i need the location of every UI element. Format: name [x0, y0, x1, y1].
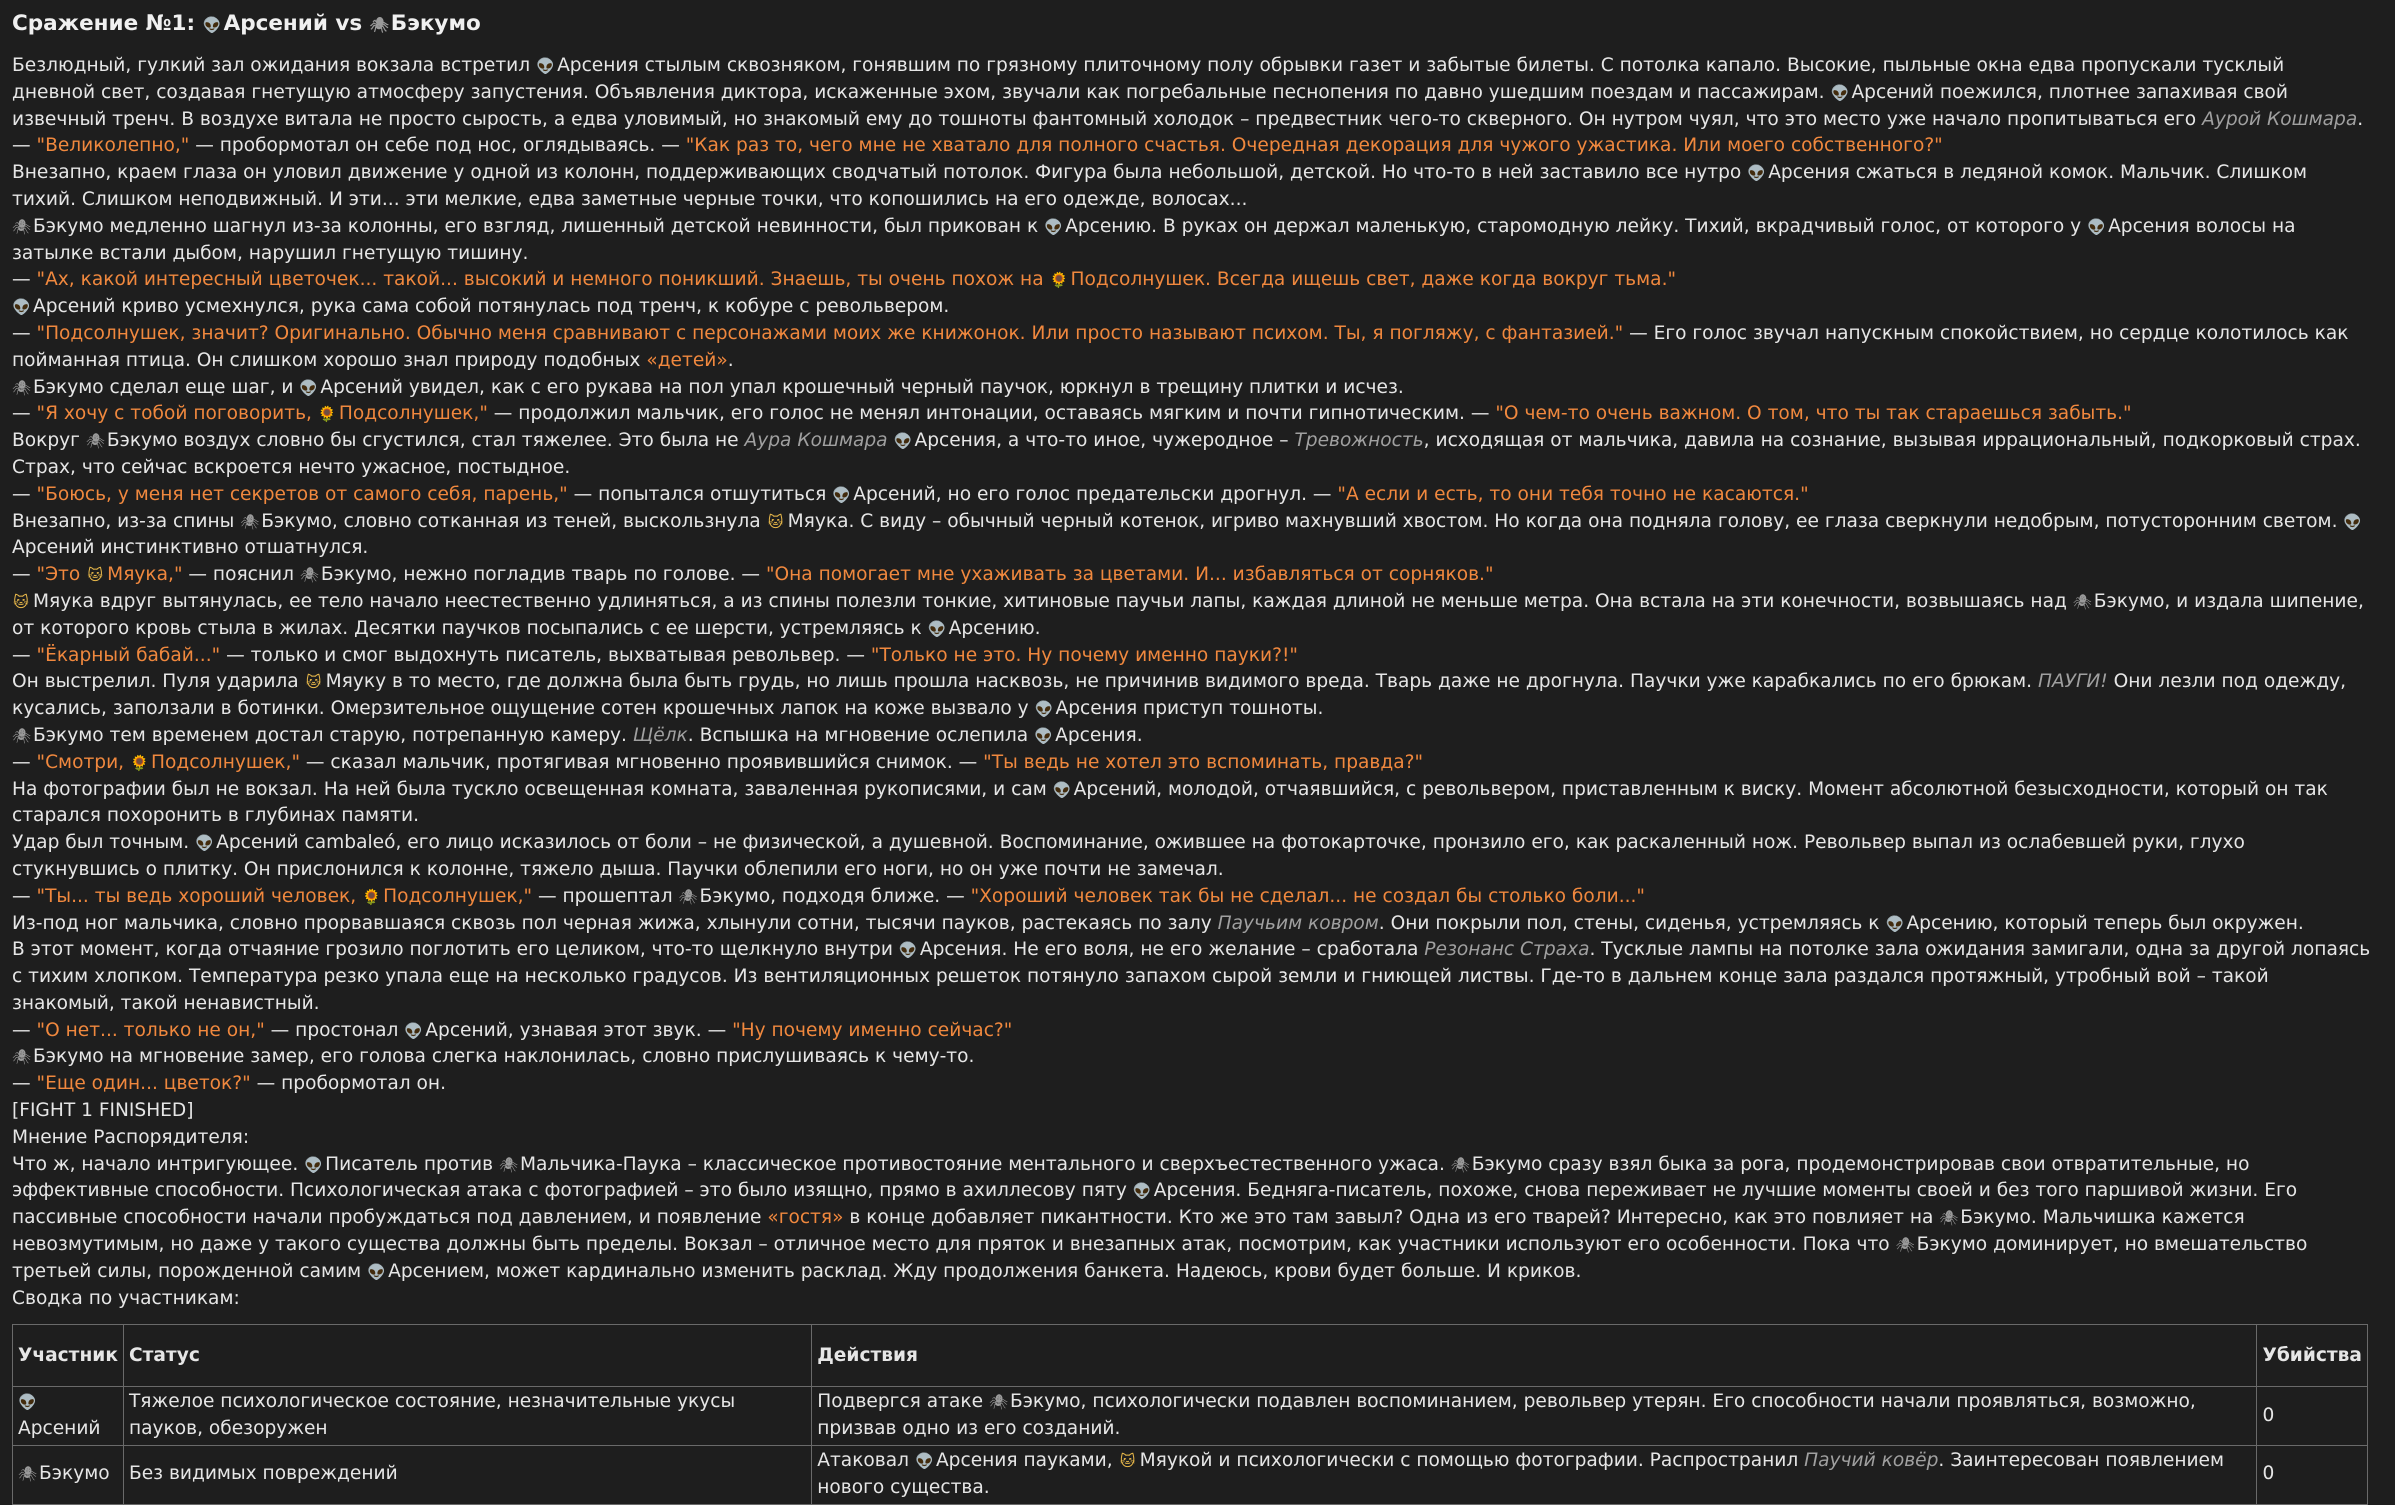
text-run: Атаковал [817, 1450, 915, 1472]
alien-icon: 👽 [1052, 780, 1072, 799]
battle-title-prefix: Сражение №1: [12, 11, 203, 36]
battle-title [12, 8, 2372, 41]
spider-icon: 🕷 [18, 1465, 38, 1484]
story-paragraph [12, 428, 2372, 482]
alien-icon: 👽 [299, 378, 319, 397]
text-run: Арсения. [1055, 724, 1143, 746]
alien-icon: 👽 [367, 1262, 386, 1281]
status-cell: Тяжелое психологическое состояние, незначительные укусы пауков, обезоружен [123, 1387, 811, 1446]
story-paragraph [12, 937, 2372, 1017]
text-run: в конце добавляет пикантности. Кто же это там завыл? Одна из его тварей? Интересно, как это повлияет на [843, 1207, 1940, 1229]
text-run: Бэкумо тем временем достал старую, потрепанную камеру. [33, 724, 633, 746]
text-run: Мнение Распорядителя: [12, 1126, 250, 1148]
alien-icon: 👽 [1044, 217, 1063, 236]
story-paragraph [12, 294, 2372, 321]
text-run: — простонал [264, 1019, 405, 1041]
ability-name: Паучьим ковром [1217, 912, 1379, 934]
spider-icon: 🕷 [988, 1393, 1008, 1412]
text-run: Арсений cambaleó, его лицо исказилось от боли – не физической, а душевной. Воспоминание, ожившее на фотокарточке, пронзило его, как раскаленный нож. Револьвер выпал из ослабевшей руки, глухо стукнувшись о плитку. Он прислонился к колонне, тяжело дыша. Паучки облепили его ноги, но он уже почти не замечал. [12, 832, 2245, 880]
quote-text: "О нет... только не он," [36, 1019, 265, 1041]
table-row [13, 1387, 2368, 1446]
text-run: — [12, 269, 37, 291]
text-run: Арсению. В руках он держал маленькую, старомодную лейку. Тихий, вкрадчивый голос, от которого у [1065, 215, 2088, 237]
actions-cell [812, 1446, 2257, 1505]
quote-text: "Подсолнушек, значит? Оригинально. Обычно меня сравнивают с персонажами моих же книжонок. Или просто называют психом. Ты, я погляжу, с фантазией." [36, 322, 1624, 344]
text-run: — [12, 483, 37, 505]
participant-2-name: Бэкумо [390, 11, 481, 36]
text-run: Бэкумо на мгновение замер, его голова слегка наклонилась, словно прислушиваясь к чему-то. [33, 1046, 975, 1068]
spider-icon: 🕷 [299, 566, 319, 585]
alien-icon: 👽 [1132, 1182, 1152, 1201]
text-run: Арсению, который теперь был окружен. [1906, 912, 2304, 934]
spider-icon: 🕷 [1450, 1155, 1470, 1174]
text-run: . Заинтересован появлением нового существа. [817, 1450, 2225, 1498]
story-paragraph [12, 1098, 2372, 1125]
sunflower-icon: 🌻 [362, 887, 381, 906]
text-run: На фотографии был не вокзал. На ней была тускло освещенная комната, заваленная рукописями, и сам [12, 778, 1053, 800]
story-paragraph [12, 1018, 2372, 1045]
quote-text: "Боюсь, у меня нет секретов от самого себя, парень," [36, 483, 568, 505]
participant-1-name: Арсений [223, 11, 328, 36]
text-run: , исходящая от мальчика, давила на сознание, вызывая иррациональный, подкорковый страх. Страх, что сейчас вскроется нечто ужасное, постыдное. [12, 430, 2361, 478]
text-run: Внезапно, из-за спины [12, 510, 241, 532]
quote-text: Подсолнушек. Всегда ищешь свет, даже когда вокруг тьма." [1070, 269, 1677, 291]
text-run: Арсений, но его голос предательски дрогнул. — [853, 483, 1338, 505]
spider-icon: 🕷 [369, 16, 389, 34]
ability-name: Резонанс Страха [1424, 939, 1590, 961]
story-paragraph [12, 1071, 2372, 1098]
text-run: — [12, 1073, 37, 1095]
text-run: Арсения. Бедняга-писатель, похоже, снова переживает не лучшие моменты своей и без того паршивой жизни. Его пассивные способности начали пробуждаться под давлением, и появление [12, 1180, 2298, 1229]
spider-icon: 🕷 [12, 1048, 32, 1067]
text-run: Бэкумо, подходя ближе. — [699, 885, 971, 907]
text-run: — [12, 403, 37, 425]
ability-name: Тревожность [1294, 430, 1424, 452]
text-run: . [2357, 108, 2364, 130]
story-paragraph [12, 1044, 2372, 1071]
participant-name: Арсений [18, 1418, 101, 1440]
text-run: — [12, 1019, 37, 1041]
ability-name: Щёлк [632, 724, 688, 746]
spider-icon: 🕷 [12, 378, 32, 397]
versus-label: vs [327, 11, 370, 36]
spider-icon: 🕷 [498, 1155, 519, 1174]
text-run: Что ж, начало интригующее. [12, 1153, 305, 1175]
text-run: — [12, 644, 37, 666]
spider-icon: 🕷 [2072, 592, 2092, 611]
story-paragraph [12, 562, 2372, 589]
text-run: — продолжил мальчик, его голос не менял интонации, оставаясь мягким и почти гипнотическим. — [487, 403, 1496, 425]
ability-name: ПАУГИ! [2037, 671, 2108, 693]
quote-text: Подсолнушек," [338, 403, 488, 425]
story-paragraph [12, 884, 2372, 911]
text-run: Арсений, молодой, отчаявшийся, с револьвером, приставленным к виску. Момент абсолютной безысходности, который он так старался похоронить в глубинах памяти. [12, 778, 2328, 827]
story-paragraph [12, 53, 2372, 133]
text-run: Подвергся атаке [817, 1391, 989, 1413]
alien-icon: 👽 [1885, 914, 1905, 933]
spider-icon: 🕷 [85, 432, 105, 451]
text-run: — сказал мальчик, протягивая мгновенно проявившийся снимок. — [300, 751, 984, 773]
text-run: Бэкумо, нежно погладив тварь по голове. — [320, 564, 766, 586]
kills-cell: 0 [2257, 1446, 2368, 1505]
text-run: Арсением, может кардинально изменить расклад. Жду продолжения банкета. Надеюсь, крови будет больше. И криков. [388, 1260, 1582, 1282]
quote-text: "Как раз то, чего мне не хватало для полного счастья. Очередная декорация для чужого ужастика. Или моего собственного?" [685, 135, 1943, 157]
text-run: Арсений инстинктивно отшатнулся. [12, 537, 369, 559]
text-run: Они лезли под одежду, кусались, заползали в ботинки. Омерзительное ощущение сотен крошечных лапок на коже вызвало у [12, 671, 2347, 720]
alien-icon: 👽 [195, 834, 214, 853]
text-run: Бэкумо, и издала шипение, от которого кровь стыла в жилах. Десятки паучков посыпались с ее шерсти, устремляясь к [12, 590, 2364, 639]
participant-cell [13, 1387, 124, 1446]
cat-icon: 🐱 [87, 566, 103, 585]
alien-icon: 👽 [304, 1155, 323, 1174]
alien-icon: 👽 [1747, 164, 1766, 183]
chat-message [12, 8, 2372, 1505]
story-paragraph [12, 133, 2372, 160]
column-header-participant: Участник [13, 1325, 124, 1387]
story-paragraph [12, 1125, 2372, 1152]
story-paragraph [12, 1286, 2372, 1313]
alien-icon: 👽 [832, 485, 851, 504]
text-run: Мяука вдруг вытянулась, ее тело начало неестественно удлиняться, а из спины полезли тонкие, хитиновые паучьи лапы, каждая длиной не меньше метра. Она встала на эти конечности, возвышаясь над [33, 590, 2073, 612]
text-run: Арсения сжаться в ледяной комок. Мальчик. Слишком тихий. Слишком неподвижный. И эти... эти мелкие, едва заметные черные точки, что копошились на его одежде, волосах... [12, 162, 2308, 210]
text-run: Мяука. С виду – обычный черный котенок, игриво махнувший хвостом. Но когда она подняла голову, ее глаза сверкнули недобрым, потусторонним светом. [787, 510, 2344, 532]
alien-icon: 👽 [404, 1021, 423, 1040]
alien-icon: 👽 [202, 16, 222, 34]
cat-icon: 🐱 [13, 592, 29, 611]
alien-icon: 👽 [12, 298, 31, 317]
story-paragraph [12, 589, 2372, 643]
column-header-actions: Действия [812, 1325, 2257, 1387]
text-run: . Они покрыли пол, стены, сиденья, устремляясь к [1378, 912, 1886, 934]
text-run: Мяукой и психологически с помощью фотографии. Распространил [1139, 1450, 1805, 1472]
alien-icon: 👽 [2087, 217, 2106, 236]
alien-icon: 👽 [1830, 83, 1850, 102]
quote-text: "Она помогает мне ухаживать за цветами. И... избавляться от сорняков." [765, 564, 1494, 586]
text-run: — [12, 885, 37, 907]
text-run: Арсения приступ тошноты. [1055, 698, 1324, 720]
text-run: . [727, 349, 734, 371]
text-run: Внезапно, краем глаза он уловил движение у одной из колонн, поддерживающих сводчатый потолок. Фигура была небольшой, детской. Но что-то в ней заставило все нутро [12, 162, 1748, 184]
text-run: — пояснил [182, 564, 300, 586]
participant-name: Бэкумо [39, 1463, 110, 1485]
story-paragraph [12, 750, 2372, 777]
story-paragraph [12, 375, 2372, 402]
text-run: — [12, 564, 37, 586]
quote-text: "Я хочу с тобой поговорить, [36, 403, 318, 425]
quote-text: "Ты... ты ведь хороший человек, [36, 885, 363, 907]
story-paragraph [12, 482, 2372, 509]
text-run: Мяуку в то место, где должна была быть грудь, но лишь прошла насквозь, не причинив видимого вреда. Тварь даже не дрогнула. Паучки уже карабкались по его брюкам. [325, 671, 2038, 693]
story-paragraph [12, 723, 2372, 750]
text-run: Бэкумо. Мальчишка кажется невозмутимым, но даже у такого существа должны быть пределы. Вокзал – отличное место для пряток и внезапных атак, посмотрим, как участники используют его особенности. Пока что [12, 1207, 2245, 1256]
table-header-row [13, 1325, 2368, 1387]
quote-text: "Ты ведь не хотел это вспоминать, правда?" [983, 751, 1424, 773]
ability-name: Аурой Кошмара [2202, 108, 2358, 130]
status-cell: Без видимых повреждений [123, 1446, 811, 1505]
text-run: Арсений поежился, плотнее запахивая свой извечный тренч. В воздухе витала не просто сырость, а едва уловимый, но знакомый ему до тошноты фантомный холодок – предвестник чего-то скверного. Он нутром чуял, что это место уже начало пропитываться его [12, 81, 2288, 130]
text-run: Арсения стылым сквозняком, гонявшим по грязному плиточному полу обрывки газет и забытые билеты. С потолка капало. Высокие, пыльные окна едва пропускали тусклый дневной свет, создавая гнетущую атмосферу запустения. Объявления диктора, искаженные эхом, звучали как погребальные песнопения по давно ушедшим поездам и пассажирам. [12, 55, 2285, 103]
spider-icon: 🕷 [12, 217, 32, 236]
alien-icon: 👽 [2343, 512, 2363, 531]
ability-name: Аура Кошмара [744, 430, 888, 452]
cat-icon: 🐱 [767, 512, 784, 531]
alien-icon: 👽 [898, 941, 918, 960]
text-run: Бэкумо медленно шагнул из-за колонны, его взгляд, лишенный детской невинности, был прикован к [33, 215, 1045, 237]
text-run: — пробормотал он себе под нос, оглядываясь. — [189, 135, 686, 157]
text-run: Арсения. Не его воля, не его желание – сработала [919, 939, 1425, 961]
text-run: Писатель против [325, 1153, 499, 1175]
story-paragraph [12, 669, 2372, 723]
column-header-status: Статус [123, 1325, 811, 1387]
alien-icon: 👽 [893, 432, 913, 451]
quote-text: "Хороший человек так бы не сделал... не создал бы столько боли..." [970, 885, 1645, 907]
quote-text: "Великолепно," [36, 135, 190, 157]
text-run: — только и смог выдохнуть писатель, выхватывая револьвер. — [220, 644, 871, 666]
quote-text: "О чем-то очень важном. О том, что ты так стараешься забыть." [1495, 403, 2132, 425]
quote-text: Мяука," [107, 564, 183, 586]
quote-text: «детей» [646, 349, 728, 371]
story-paragraph [12, 643, 2372, 670]
quote-text: "Ёкарный бабай..." [36, 644, 221, 666]
quote-text: "Это [36, 564, 87, 586]
text-run: Арсений увидел, как с его рукава на пол упал крошечный черный паучок, юркнул в трещину плитки и исчез. [320, 376, 1404, 398]
text-run: Бэкумо воздух словно бы сгустился, стал тяжелее. Это была не [106, 430, 745, 452]
story-paragraph [12, 401, 2372, 428]
text-run: Мальчика-Паука – классическое противостояние ментального и сверхъестественного ужаса. [519, 1153, 1451, 1175]
battle-narrative [12, 53, 2372, 1312]
quote-text: Подсолнушек," [151, 751, 301, 773]
actions-cell [812, 1387, 2257, 1446]
alien-icon: 👽 [18, 1393, 37, 1412]
text-run: Арсения пауками, [935, 1450, 1119, 1472]
alien-icon: 👽 [927, 619, 947, 638]
quote-text: Подсолнушек," [383, 885, 533, 907]
quote-text: «гостя» [767, 1207, 844, 1229]
alien-icon: 👽 [914, 1452, 934, 1471]
story-paragraph [12, 777, 2372, 831]
text-run: — прошептал [532, 885, 679, 907]
alien-icon: 👽 [1034, 726, 1053, 745]
quote-text: "Ну почему именно сейчас?" [732, 1019, 1013, 1041]
text-run: Из-под ног мальчика, словно прорвавшаяся сквозь пол черная жижа, хлынули сотни, тысячи пауков, растекаясь по залу [12, 912, 1218, 934]
spider-icon: 🕷 [1939, 1209, 1959, 1228]
story-paragraph [12, 214, 2372, 268]
spider-icon: 🕷 [12, 726, 32, 745]
text-run: — [12, 135, 37, 157]
text-run: — пробормотал он. [250, 1073, 446, 1095]
text-run: Безлюдный, гулкий зал ожидания вокзала встретил [12, 55, 537, 76]
table-row [13, 1446, 2368, 1505]
text-run: Вокруг [12, 430, 86, 452]
story-paragraph [12, 509, 2372, 563]
text-run: — [12, 751, 37, 773]
spider-icon: 🕷 [678, 887, 698, 906]
text-run: Бэкумо доминирует, но вмешательство третьей силы, порожденной самим [12, 1234, 2308, 1282]
column-header-kills: Убийства [2257, 1325, 2368, 1387]
text-run: В этот момент, когда отчаяние грозило поглотить его целиком, что-то щелкнуло внутри [12, 939, 899, 961]
text-run: Сводка по участникам: [12, 1287, 240, 1309]
story-paragraph [12, 1152, 2372, 1286]
alien-icon: 👽 [1034, 700, 1054, 719]
story-paragraph [12, 830, 2372, 884]
text-run: Он выстрелил. Пуля ударила [12, 671, 305, 693]
story-paragraph [12, 160, 2372, 214]
sunflower-icon: 🌻 [317, 405, 337, 424]
text-run: Бэкумо сделал еще шаг, и [33, 376, 300, 398]
text-run: Бэкумо сразу взял быка за рога, продемонстрировав свои отвратительные, но эффективные способности. Психологическая атака с фотографией – это было изящно, прямо в ахиллесову пяту [12, 1153, 2250, 1202]
text-run: — [12, 322, 37, 344]
participant-cell [13, 1446, 124, 1505]
text-run: Арсений, узнавая этот звук. — [425, 1019, 733, 1041]
text-run: [FIGHT 1 FINISHED] [12, 1100, 194, 1122]
kills-cell: 0 [2257, 1387, 2368, 1446]
quote-text: "Ах, какой интересный цветочек... такой... высокий и немного поникший. Знаешь, ты очень похож на [36, 269, 1050, 291]
text-run: Арсения волосы на затылке встали дыбом, нарушил гнетущую тишину. [12, 215, 2296, 264]
quote-text: "Еще один... цветок?" [36, 1073, 251, 1095]
cat-icon: 🐱 [1119, 1452, 1136, 1471]
sunflower-icon: 🌻 [130, 753, 149, 772]
text-run: — попытался отшутиться [567, 483, 833, 505]
spider-icon: 🕷 [240, 512, 260, 531]
text-run: Арсений криво усмехнулся, рука сама собой потянулась под тренч, к кобуре с револьвером. [33, 296, 950, 318]
text-run: . Вспышка на мгновение ослепила [687, 724, 1035, 746]
text-run: — Его голос звучал напускным спокойствием, но сердце колотилось как пойманная птица. Он слишком хорошо знал природу подобных [12, 322, 2349, 371]
quote-text: "Смотри, [36, 751, 130, 773]
quote-text: "А если и есть, то они тебя точно не касаются." [1337, 483, 1809, 505]
text-run: Арсения, а что-то иное, чужеродное – [914, 430, 1295, 452]
text-run: Бэкумо, психологически подавлен воспоминанием, револьвер утерян. Его способности начали проявляться, возможно, призвав одно из его созданий. [817, 1391, 2196, 1440]
spider-icon: 🕷 [1895, 1236, 1915, 1255]
text-run: Удар был точным. [12, 832, 196, 854]
sunflower-icon: 🌻 [1049, 271, 1069, 290]
story-paragraph [12, 911, 2372, 938]
quote-text: "Только не это. Ну почему именно пауки?!" [870, 644, 1298, 666]
story-paragraph [12, 267, 2372, 294]
text-run: Арсению. [948, 617, 1041, 639]
ability-name: Паучий ковёр [1804, 1450, 1939, 1472]
text-run: Бэкумо, словно сотканная из теней, выскользнула [261, 510, 767, 532]
alien-icon: 👽 [536, 57, 555, 75]
cat-icon: 🐱 [305, 673, 322, 692]
text-run: . Тусклые лампы на потолке зала ожидания замигали, одна за другой лопаясь с тихим хлопком. Температура резко упала еще на несколько градусов. Из вентиляционных решеток потянуло запахом сырой земли и гниющей листвы. Где-то в дальнем конце зала раздался протяжный, утробный вой – такой знакомый, такой ненавистный. [12, 939, 2371, 1014]
story-paragraph [12, 321, 2372, 375]
